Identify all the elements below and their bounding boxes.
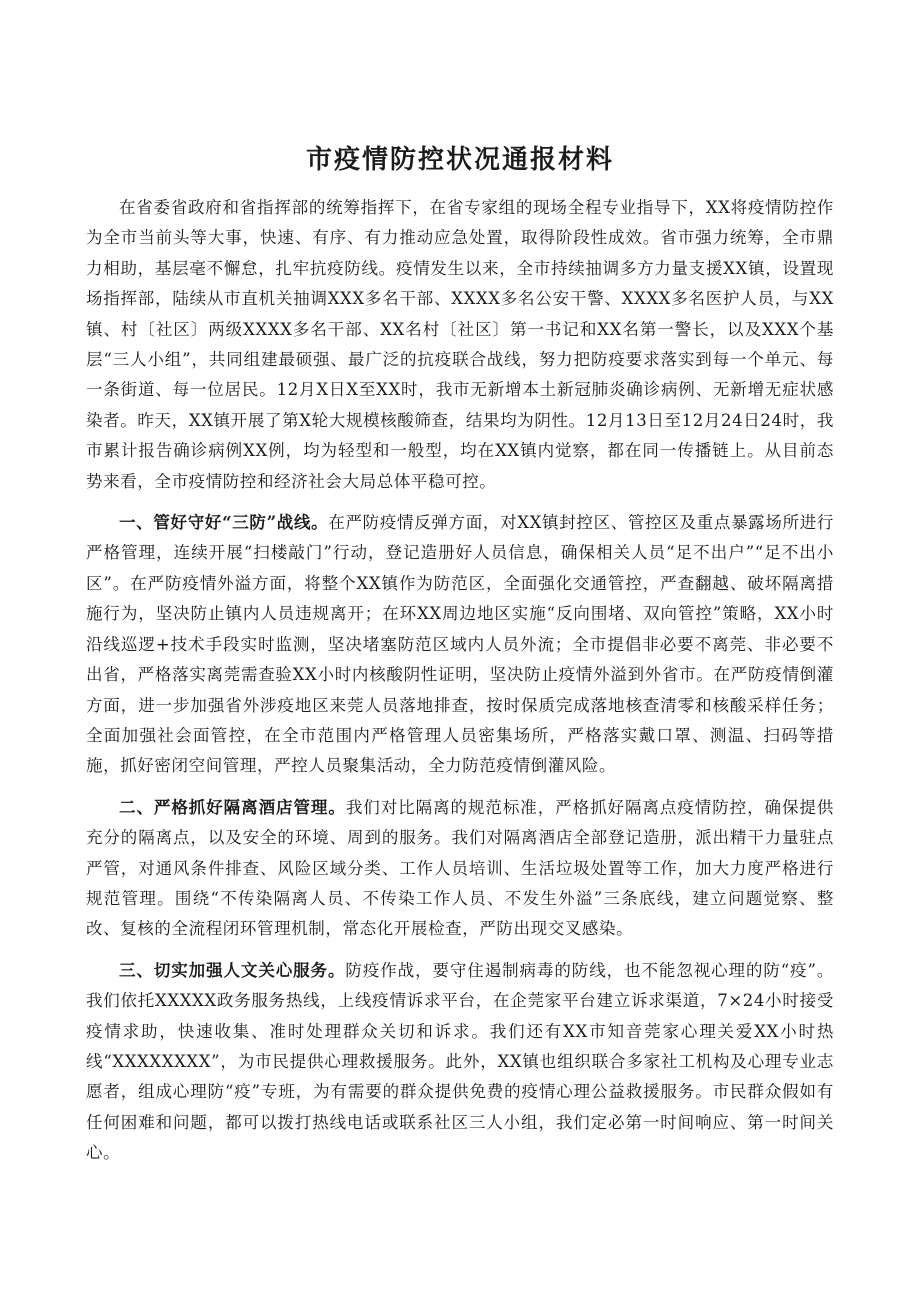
section-paragraph-1 [86,508,834,782]
section-heading-3: 三、切实加强人文关心服务。 [119,960,346,980]
document-body [86,193,834,1169]
section-heading-2: 二、严格抓好隔离酒店管理。 [119,797,346,817]
section-text-1: 在严防疫情反弹方面，对XX镇封控区、管控区及重点暴露场所进行严格管理，连续开展“扫楼敲门”行动，登记造册好人员信息，确保相关人员“足不出户”“足不出小区”。在严防疫情外溢方面，将整个XX镇作为防范区，全面强化交通管控，严查翻越、破坏隔离措施行为，坚决防止镇内人员违规离开；在环XX周边地区实施“反向围堵、双向管控”策略，XX小时沿线巡逻+技术手段实时监测，坚决堵塞防范区域内人员外流；全市提倡非必要不离莞、非必要不出省，严格落实离莞需查验XX小时内核酸阴性证明，坚决防止疫情外溢到外省市。在严防疫情倒灌方面，进一步加强省外涉疫地区来莞人员落地排查，按时保质完成落地核查清零和核酸采样任务；全面加强社会面管控，在全市范围内严格管理人员密集场所，严格落实戴口罩、测温、扫码等措施，抓好密闭空间管理，严控人员聚集活动，全力防范疫情倒灌风险。 [86,513,834,776]
section-paragraph-2 [86,793,834,945]
page-title: 市疫情防控状况通报材料 [305,145,614,175]
section-paragraph-3 [86,956,834,1169]
intro-paragraph: 在省委省政府和省指挥部的统筹指挥下，在省专家组的现场全程专业指导下，XX将疫情防控作为全市当前头等大事，快速、有序、有力推动应急处置，取得阶段性成效。省市强力统筹，全市鼎力相助，基层毫不懈怠，扎牢抗疫防线。疫情发生以来，全市持续抽调多方力量支援XX镇，设置现场指挥部，陆续从市直机关抽调XXX多名干部、XXXX多名公安干警、XXXX多名医护人员，与XX镇、村〔社区〕两级XXXX多名干部、XX名村〔社区〕第一书记和XX名第一警长，以及XXX个基层“三人小组”，共同组建最硕强、最广泛的抗疫联合战线，努力把防疫要求落实到每一个单元、每一条街道、每一位居民。12月X日X至XX时，我市无新增本土新冠肺炎确诊病例、无新增无症状感染者。昨天，XX镇开展了第X轮大规模核酸筛查，结果均为阴性。12月13日至12月24日24时，我市累计报告确诊病例XX例，均为轻型和一般型，均在XX镇内觉察，都在同一传播链上。从目前态势来看，全市疫情防控和经济社会大局总体平稳可控。 [86,198,834,491]
section-text-3: 防疫作战，要守住遏制病毒的防线，也不能忽视心理的防“疫”。我们依托XXXXX政务服务热线，上线疫情诉求平台，在企莞家平台建立诉求渠道，7×24小时接受疫情求助，快速收集、准时处理群众关切和诉求。我们还有XX市知音莞家心理关爱XX小时热线“XXXXXXXX”，为市民提供心理救援服务。此外，XX镇也组织联合多家社工机构及心理专业志愿者，组成心理防“疫”专班，为有需要的群众提供免费的疫情心理公益救援服务。市民群众假如有任何困难和问题，都可以拨打热线电话或联系社区三人小组，我们定必第一时间响应、第一时间关心。 [86,960,834,1163]
section-heading-1: 一、管好守好“三防”战线。 [119,513,329,533]
section-text-2: 我们对比隔离的规范标准，严格抓好隔离点疫情防控，确保提供充分的隔离点，以及安全的环境、周到的服务。我们对隔离酒店全部登记造册，派出精干力量驻点严管，对通风条件排查、风险区域分类、工作人员培训、生活垃圾处置等工作，加大力度严格进行规范管理。围绕“不传染隔离人员、不传染工作人员、不发生外溢”三条底线，建立问题觉察、整改、复核的全流程闭环管理机制，常态化开展检查，严防出现交叉感染。 [86,797,834,939]
